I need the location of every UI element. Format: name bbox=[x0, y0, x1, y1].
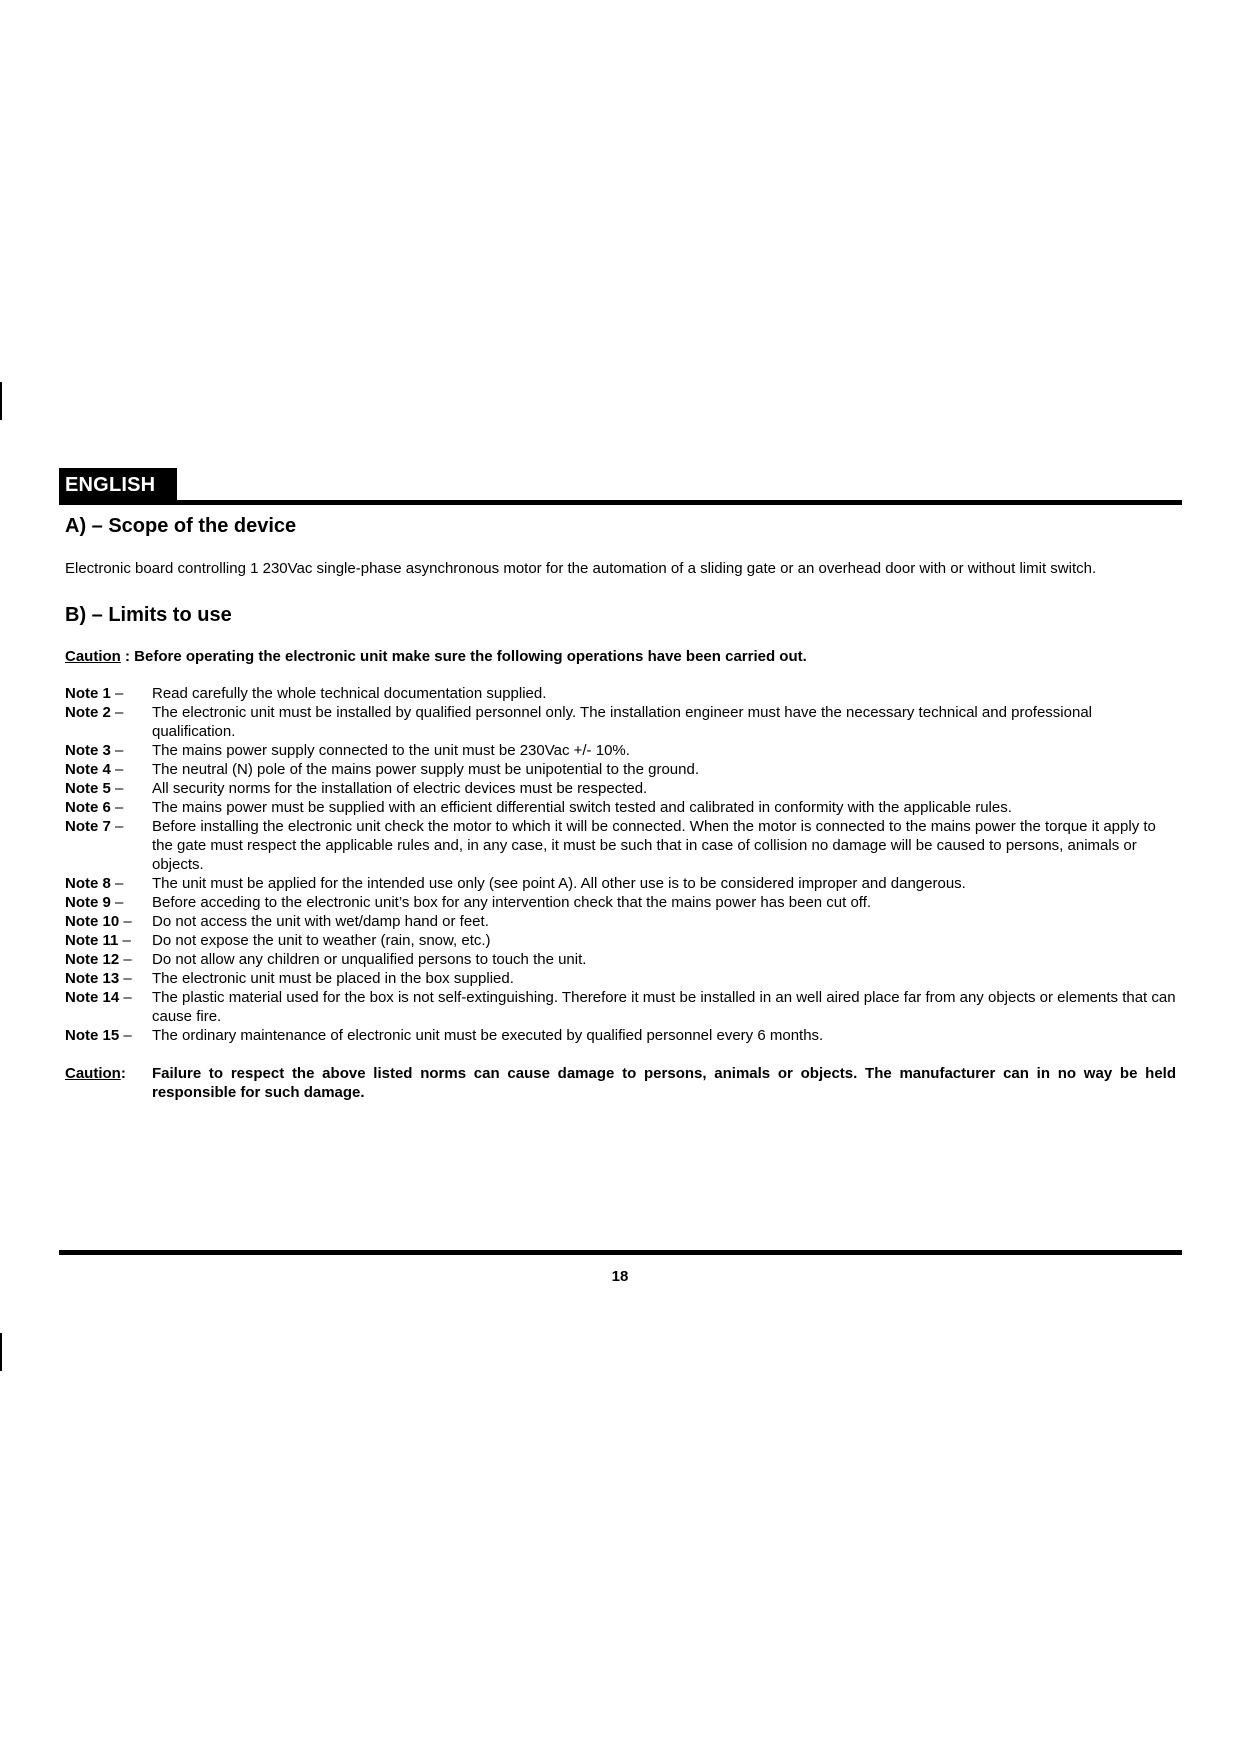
note-label: Note 14 bbox=[65, 989, 120, 1006]
note-dash: – bbox=[110, 685, 124, 702]
note-label: Note 4 bbox=[65, 761, 111, 778]
section-a-body: Electronic board controlling 1 230Vac single-phase asynchronous motor for the automation of a sliding gate or an overhead door with or without limit switch. bbox=[65, 560, 1097, 577]
caution-intro-text: : Before operating the electronic unit make sure the following operations have been carried out. bbox=[120, 648, 807, 665]
note-item bbox=[65, 703, 1176, 741]
note-text: Read carefully the whole technical documentation supplied. bbox=[152, 685, 547, 702]
note-dash: – bbox=[110, 742, 124, 759]
final-caution bbox=[65, 1064, 1176, 1102]
note-dash: – bbox=[110, 799, 124, 816]
note-label: Note 8 bbox=[65, 875, 111, 892]
note-item bbox=[65, 684, 1176, 703]
notes-list bbox=[65, 684, 1176, 1045]
final-caution-text: Failure to respect the above listed norms can cause damage to persons, animals or objects. The manufacturer can in no way be held responsible for such damage. bbox=[152, 1065, 1176, 1101]
section-b-title: B) – Limits to use bbox=[65, 604, 232, 626]
note-label: Note 10 bbox=[65, 913, 120, 930]
page-content bbox=[65, 513, 1176, 1102]
crop-mark-top bbox=[0, 382, 2, 420]
note-text: The mains power must be supplied with an efficient differential switch tested and calibrated in conformity with the applicable rules. bbox=[152, 799, 1012, 816]
note-label: Note 11 bbox=[65, 932, 119, 949]
note-text: The mains power supply connected to the unit must be 230Vac +/- 10%. bbox=[152, 742, 630, 759]
section-a-title: A) – Scope of the device bbox=[65, 515, 297, 537]
note-dash: – bbox=[119, 989, 132, 1006]
note-dash: – bbox=[119, 1027, 132, 1044]
note-label: Note 9 bbox=[65, 894, 111, 911]
note-dash: – bbox=[119, 951, 132, 968]
note-item bbox=[65, 931, 1176, 950]
language-tab: ENGLISH bbox=[59, 468, 177, 503]
note-item bbox=[65, 950, 1176, 969]
note-dash: – bbox=[110, 704, 124, 721]
note-item bbox=[65, 817, 1176, 874]
note-text: Do not access the unit with wet/damp hand or feet. bbox=[152, 913, 489, 930]
note-item bbox=[65, 798, 1176, 817]
final-caution-colon: : bbox=[120, 1065, 126, 1082]
note-text: The electronic unit must be placed in the box supplied. bbox=[152, 970, 514, 987]
note-text: The unit must be applied for the intended use only (see point A). All other use is to be considered improper and dangerous. bbox=[152, 875, 966, 892]
note-dash: – bbox=[110, 780, 124, 797]
note-label: Note 7 bbox=[65, 818, 111, 835]
note-dash: – bbox=[119, 913, 132, 930]
note-dash: – bbox=[118, 932, 131, 949]
note-dash: – bbox=[110, 818, 124, 835]
note-text: Do not expose the unit to weather (rain, snow, etc.) bbox=[152, 932, 491, 949]
note-item bbox=[65, 1026, 1176, 1045]
final-caution-label: Caution bbox=[65, 1065, 121, 1082]
note-dash: – bbox=[110, 761, 124, 778]
caution-intro-label: Caution bbox=[65, 648, 121, 665]
note-text: Do not allow any children or unqualified persons to touch the unit. bbox=[152, 951, 587, 968]
note-item bbox=[65, 760, 1176, 779]
note-dash: – bbox=[110, 875, 124, 892]
note-label: Note 6 bbox=[65, 799, 111, 816]
note-label: Note 2 bbox=[65, 704, 111, 721]
note-item bbox=[65, 741, 1176, 760]
header-rule bbox=[59, 500, 1182, 505]
note-text: All security norms for the installation of electric devices must be respected. bbox=[152, 780, 648, 797]
note-item bbox=[65, 912, 1176, 931]
note-label: Note 15 bbox=[65, 1027, 120, 1044]
note-item bbox=[65, 874, 1176, 893]
note-label: Note 12 bbox=[65, 951, 120, 968]
note-label: Note 13 bbox=[65, 970, 120, 987]
note-text: The ordinary maintenance of electronic unit must be executed by qualified personnel every 6 months. bbox=[152, 1027, 824, 1044]
note-text: Before installing the electronic unit check the motor to which it will be connected. When the motor is connected to the mains power the torque it apply to the gate must respect the applicable rules and, in any case, it must be such that in case of collision no damage will be caused to persons, animals or objects. bbox=[152, 818, 1156, 873]
note-label: Note 5 bbox=[65, 780, 111, 797]
page-number: 18 bbox=[611, 1268, 629, 1285]
footer-rule bbox=[59, 1250, 1182, 1255]
caution-intro bbox=[65, 647, 1176, 666]
note-label: Note 3 bbox=[65, 742, 111, 759]
note-dash: – bbox=[119, 970, 132, 987]
note-label: Note 1 bbox=[65, 685, 111, 702]
note-dash: – bbox=[110, 894, 124, 911]
note-item bbox=[65, 969, 1176, 988]
note-text: The neutral (N) pole of the mains power supply must be unipotential to the ground. bbox=[152, 761, 699, 778]
note-item bbox=[65, 893, 1176, 912]
note-item bbox=[65, 779, 1176, 798]
note-item bbox=[65, 988, 1176, 1026]
note-text: Before acceding to the electronic unit’s box for any intervention check that the mains power has been cut off. bbox=[152, 894, 872, 911]
note-text: The electronic unit must be installed by qualified personnel only. The installation engineer must have the necessary technical and professional qualification. bbox=[152, 704, 1092, 740]
crop-mark-bottom bbox=[0, 1333, 2, 1371]
note-text: The plastic material used for the box is not self-extinguishing. Therefore it must be installed in an well aired place far from any objects or elements that can cause fire. bbox=[152, 989, 1176, 1025]
